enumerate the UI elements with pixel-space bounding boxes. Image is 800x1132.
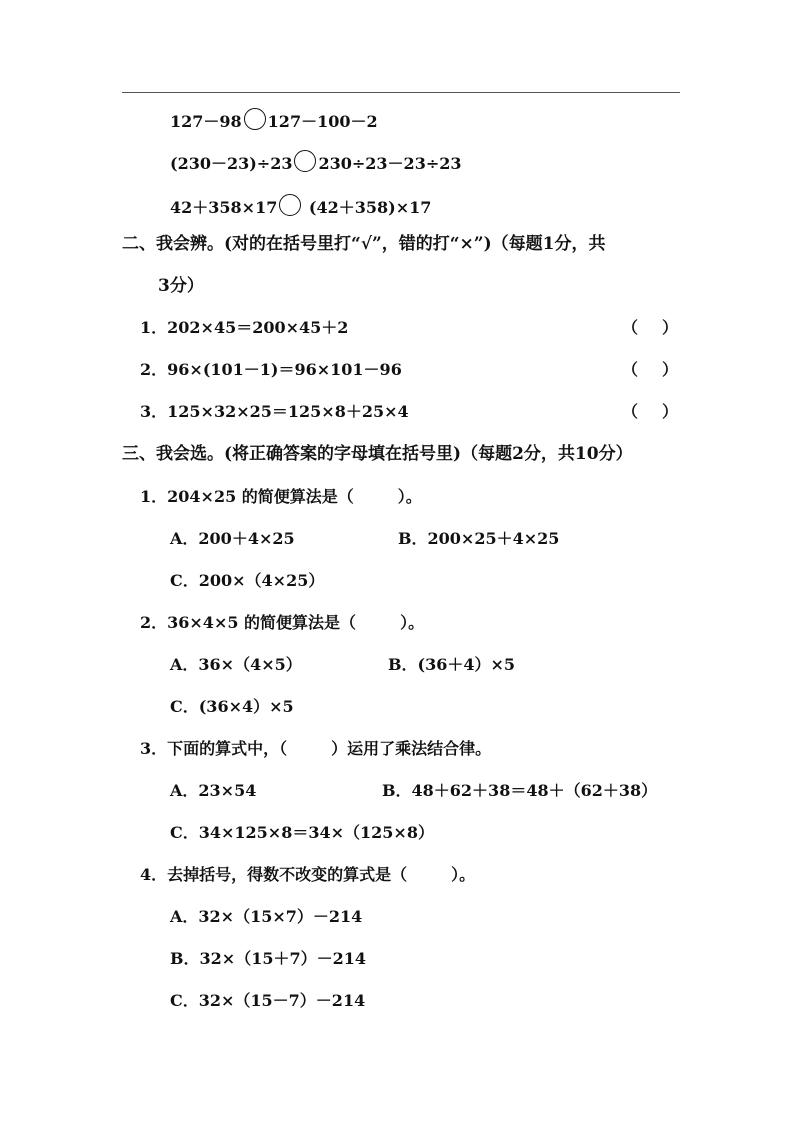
judge-item-2 <box>140 358 402 382</box>
q2-option-c: C．(36×4）×5 <box>170 697 294 716</box>
q3-option-a: A．23×54 <box>170 781 257 800</box>
stem-text: 2．36×4×5 的简便算法是（ <box>140 613 357 632</box>
header-rule <box>122 92 680 93</box>
compare-circle-blank[interactable] <box>279 194 301 216</box>
q2-option-a: A．36×（4×5） <box>170 655 302 674</box>
section-3-heading: 三、我会选。(将正确答案的字母填在括号里)（每题2分，共10分） <box>122 444 633 464</box>
q2-option-b: B．(36＋4）×5 <box>388 655 516 674</box>
compare-right: 127－100－2 <box>267 112 378 131</box>
compare-right: 230÷23－23÷23 <box>318 154 462 173</box>
stem-text-end: ）。 <box>400 613 425 632</box>
judge-item-1 <box>140 316 348 340</box>
q4-option-a: A．32×（15×7）－214 <box>170 907 363 926</box>
item-text: 202×45＝200×45＋2 <box>167 318 349 337</box>
question-2-stem <box>140 611 424 635</box>
q4-option-b: B．32×（15＋7）－214 <box>170 949 366 968</box>
paren-close: ） <box>661 318 678 337</box>
q3-option-b: B．48＋62＋38＝48＋（62＋38） <box>382 781 658 800</box>
compare-row-3 <box>170 196 431 220</box>
item-text: 125×32×25＝125×8＋25×4 <box>167 402 409 421</box>
compare-left: 127－98 <box>170 112 242 131</box>
compare-left: 42＋358×17 <box>170 198 278 217</box>
q1-option-a: A．200＋4×25 <box>170 529 295 548</box>
compare-left: (230－23)÷23 <box>170 154 293 173</box>
q4-option-c: C．32×（15－7）－214 <box>170 991 366 1010</box>
question-1-stem <box>140 485 422 509</box>
compare-row-1 <box>170 110 378 134</box>
question-3-stem <box>140 737 491 761</box>
stem-text-end: ）运用了乘法结合律。 <box>331 739 492 758</box>
compare-circle-blank[interactable] <box>294 150 316 172</box>
stem-text-end: ）。 <box>451 865 476 884</box>
item-number: 2． <box>140 360 168 379</box>
question-4-stem <box>140 863 475 887</box>
q3-option-c: C．34×125×8＝34×（125×8） <box>170 823 434 842</box>
section-2-heading: 二、我会辨。(对的在括号里打“√”，错的打“×”)（每题1分，共 <box>122 234 606 254</box>
compare-right: (42＋358)×17 <box>303 198 432 217</box>
stem-text: 3．下面的算式中，（ <box>140 739 288 758</box>
paren-open: （ <box>622 318 639 337</box>
q1-option-b: B．200×25＋4×25 <box>398 529 560 548</box>
answer-paren-1[interactable] <box>622 316 678 340</box>
stem-text: 4．去掉括号，得数不改变的算式是（ <box>140 865 408 884</box>
section-2-heading-cont: 3分） <box>158 276 204 296</box>
paren-close: ） <box>661 402 678 421</box>
item-number: 1． <box>140 318 168 337</box>
stem-text: 1．204×25 的简便算法是（ <box>140 487 354 506</box>
item-text: 96×(101－1)＝96×101－96 <box>167 360 402 379</box>
compare-row-2 <box>170 152 462 176</box>
paren-close: ） <box>661 360 678 379</box>
answer-paren-3[interactable] <box>622 400 678 424</box>
q1-option-c: C．200×（4×25） <box>170 571 325 590</box>
stem-text-end: ）。 <box>397 487 422 506</box>
answer-paren-2[interactable] <box>622 358 678 382</box>
paren-open: （ <box>622 360 639 379</box>
paren-open: （ <box>622 402 639 421</box>
judge-item-3 <box>140 400 409 424</box>
compare-circle-blank[interactable] <box>244 108 266 130</box>
item-number: 3． <box>140 402 168 421</box>
